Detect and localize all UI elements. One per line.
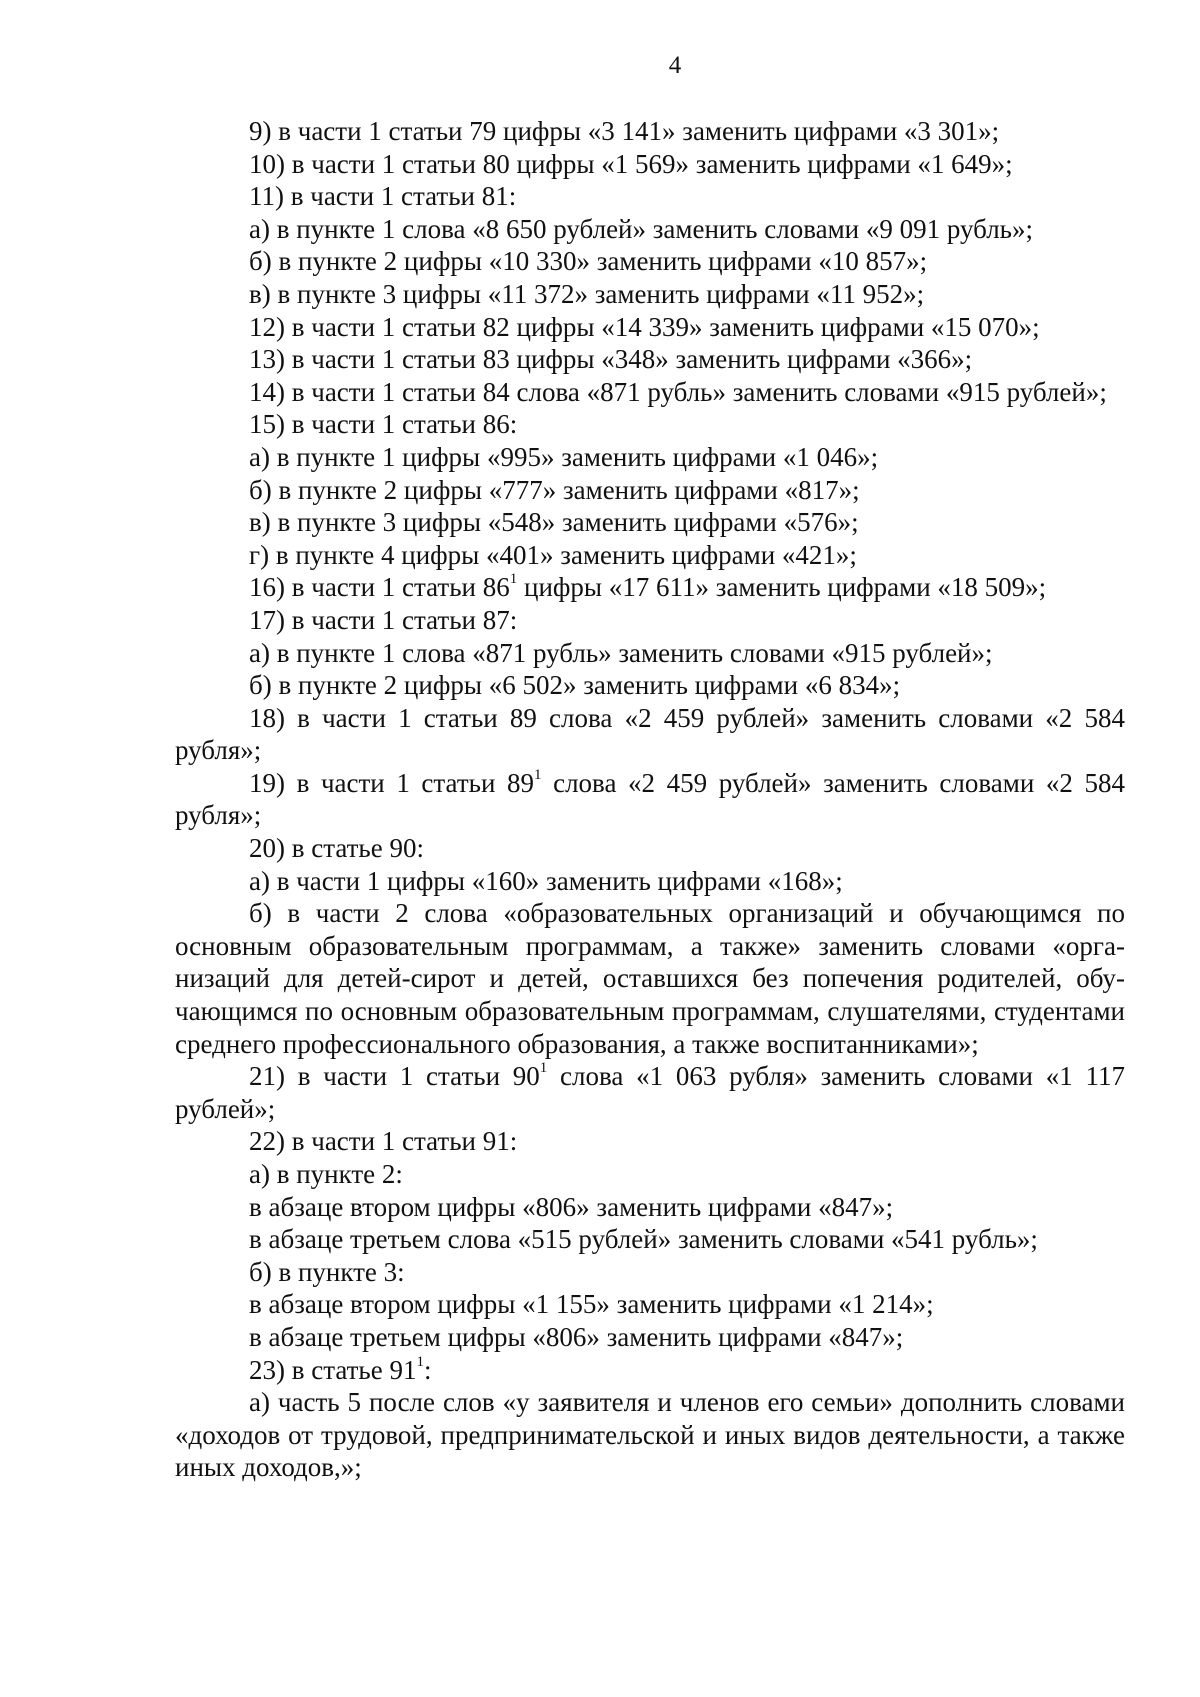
page-number: 4	[668, 52, 682, 79]
paragraph-item-20a: а) в части 1 цифры «160» заменить цифрами «168»;	[249, 865, 843, 896]
paragraph-item-17b: б) в пункте 2 цифры «6 502» заменить цифрами «6 834»;	[249, 670, 901, 701]
paragraph-item-11a: а) в пункте 1 слова «8 650 рублей» заменить словами «9 091 рубль»;	[249, 213, 1034, 244]
paragraph-item-17a: а) в пункте 1 слова «871 рубль» заменить словами «915 рублей»;	[249, 637, 993, 668]
paragraph-item-22b-2: в абзаце третьем цифры «806» заменить цифрами «847»;	[249, 1321, 904, 1352]
paragraph-item-11v: в) в пункте 3 цифры «11 372» заменить цифрами «11 952»;	[249, 278, 925, 309]
paragraph-item-14: 14) в части 1 статьи 84 слова «871 рубль» заменить словами «915 рублей»;	[249, 376, 1107, 407]
paragraph-text: 16) в части 1 статьи 86	[249, 572, 510, 603]
paragraph-item-9: 9) в части 1 статьи 79 цифры «3 141» заменить цифрами «3 301»;	[249, 116, 1000, 146]
paragraph-item-22: 22) в части 1 статьи 91:	[249, 1126, 518, 1157]
paragraph-item-15: 15) в части 1 статьи 86:	[249, 409, 518, 440]
paragraph-item-22a: а) в пункте 2:	[249, 1159, 403, 1189]
paragraph-item-11: 11) в части 1 статьи 81:	[249, 181, 517, 212]
paragraph-item-13: 13) в части 1 статьи 83 цифры «348» заменить цифрами «366»;	[249, 344, 973, 375]
superscript-number: 1	[539, 1060, 548, 1077]
paragraph-item-15a: а) в пункте 1 цифры «995» заменить цифрами «1 046»;	[249, 441, 879, 472]
amendments-list	[175, 115, 1125, 1484]
superscript-number: 1	[416, 1353, 424, 1370]
paragraph-item-22b-1: в абзаце втором цифры «1 155» заменить цифрами «1 214»;	[249, 1289, 934, 1320]
paragraph-item-22a-1: в абзаце втором цифры «806» заменить цифрами «847»;	[249, 1191, 894, 1222]
paragraph-item-20b: б) в части 2 слова «образовательных организаций и обучающимся по основным образовательным программам, а также» заменить словами «организаций для детей-сирот и детей, оставшихся без попечения родителей, обучающимся по основным образовательным программам, слушателями, студентами среднего профессионального образования, а также воспитанниками»;	[175, 898, 1125, 1059]
paragraph-text: :	[423, 1354, 432, 1385]
paragraph-item-20: 20) в статье 90:	[249, 833, 424, 864]
paragraph-text: слова «1 063 рубля» заменить словами «1 117 рублей»;	[175, 1061, 1125, 1124]
paragraph-item-15g: г) в пункте 4 цифры «401» заменить цифрами «421»;	[249, 539, 857, 570]
paragraph-item-23	[175, 1354, 1125, 1387]
paragraph-text: 21) в части 1 статьи 90	[249, 1061, 540, 1092]
paragraph-item-23a: а) часть 5 после слов «у заявителя и членов его семьи» дополнить словами «доходов от трудовой, предпринимательской и иных видов деятельности, а также иных доходов,»;	[175, 1387, 1125, 1483]
paragraph-text: цифры «17 611» заменить цифрами «18 509»;	[517, 572, 1047, 603]
paragraph-item-15v: в) в пункте 3 цифры «548» заменить цифрами «576»;	[249, 507, 859, 538]
paragraph-item-16	[175, 571, 1125, 604]
paragraph-text: 23) в статье 91	[249, 1354, 417, 1385]
paragraph-item-11b: б) в пункте 2 цифры «10 330» заменить цифрами «10 857»;	[249, 246, 928, 277]
paragraph-item-22a-2: в абзаце третьем слова «515 рублей» заменить словами «541 рубль»;	[249, 1224, 1038, 1255]
paragraph-item-15b: б) в пункте 2 цифры «777» заменить цифрами «817»;	[249, 474, 860, 505]
paragraph-text: слова «2 459 рублей» заменить словами «2 584 рубля»;	[175, 767, 1125, 831]
paragraph-item-18: 18) в части 1 статьи 89 слова «2 459 рублей» заменить словами «2 584 рубля»;	[175, 702, 1125, 766]
paragraph-item-12: 12) в части 1 статьи 82 цифры «14 339» заменить цифрами «15 070»;	[249, 311, 1040, 342]
paragraph-item-17: 17) в части 1 статьи 87:	[249, 604, 518, 635]
paragraph-text: 19) в части 1 статьи 89	[249, 767, 534, 798]
paragraph-item-21	[175, 1060, 1125, 1125]
paragraph-item-19	[175, 767, 1125, 832]
superscript-number: 1	[509, 571, 518, 588]
paragraph-item-10: 10) в части 1 статьи 80 цифры «1 569» заменить цифрами «1 649»;	[249, 148, 1013, 179]
superscript-number: 1	[534, 766, 542, 783]
paragraph-item-22b: б) в пункте 3:	[249, 1256, 405, 1287]
